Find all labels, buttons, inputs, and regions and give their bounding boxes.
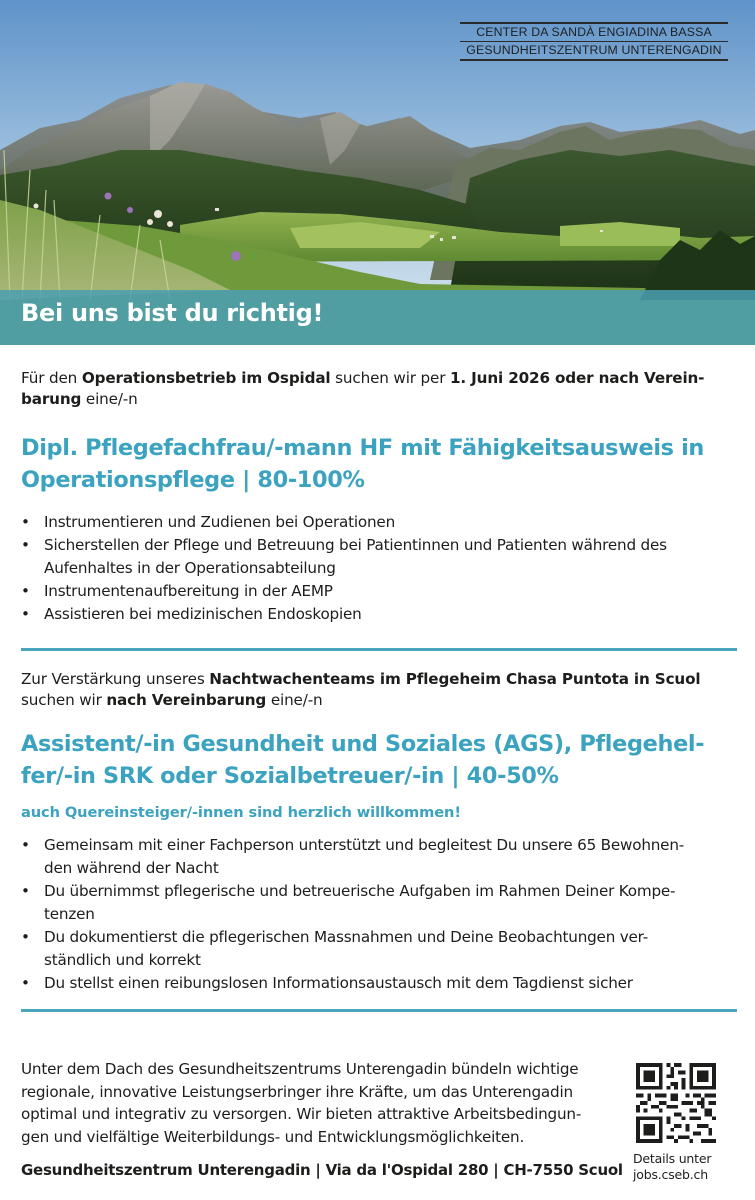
bullet-icon: •	[21, 536, 30, 554]
job-listings	[21, 368, 737, 1012]
job2-intro-text: Zur Verstärkung unseres	[21, 670, 210, 688]
bullet-icon: •	[21, 513, 30, 531]
footer-address: Gesundheitszentrum Unterengadin | Via da l'Ospidal 280 | CH-7550 Scuol	[21, 1161, 623, 1179]
job1-intro-start-date: barung	[21, 390, 82, 408]
job2-intro-team: Nachtwachenteams im Pflegeheim Chasa Puntota in Scuol	[209, 670, 701, 688]
section-divider	[21, 1009, 737, 1012]
headline-banner	[0, 290, 755, 345]
jobs-website-link[interactable]: jobs.cseb.ch	[633, 1167, 708, 1182]
list-item: • Instrumentenaufbereitung in der AEMP	[21, 580, 737, 603]
section-divider	[21, 648, 737, 651]
job1-task-list	[21, 511, 737, 626]
logo-divider-bottom	[460, 59, 728, 61]
list-item: • Du übernimmst pflegerische und betreuerische Aufgaben im Rahmen Deiner Kompe- tenzen	[21, 882, 676, 923]
job1-title-line: Operationspflege | 80-100%	[21, 467, 365, 493]
list-item: • Du dokumentierst die pflegerischen Massnahmen und Deine Beobachtungen ver- ständlich und korrekt	[21, 928, 649, 969]
job2-intro	[21, 669, 737, 711]
job2-title-line: Assistent/-in Gesundheit und Soziales (AGS), Pflegehel-	[21, 731, 705, 757]
bullet-icon: •	[21, 928, 30, 946]
job1-intro-text: eine/-n	[81, 390, 138, 408]
bullet-icon: •	[21, 605, 30, 623]
job2-task-list	[21, 834, 737, 995]
banner-title: Bei uns bist du richtig!	[21, 299, 324, 327]
list-item: • Du stellst einen reibungslosen Informationsaustausch mit dem Tagdienst sicher	[21, 972, 737, 995]
list-item: • Assistieren bei medizinischen Endoskopien	[21, 603, 737, 626]
list-item: • Gemeinsam mit einer Fachperson unterstützt und begleitest Du unsere 65 Bewohnen- den während der Nacht	[21, 836, 685, 877]
job1-intro-start-date: 1. Juni 2026 oder nach Verein-	[450, 369, 705, 387]
logo-text-german: GESUNDHEITSZENTRUM UNTERENGADIN	[466, 43, 722, 57]
bullet-icon: •	[21, 882, 30, 900]
description-line: gen und vielfältige Weiterbildungs- und Entwicklungsmöglichkeiten.	[21, 1127, 525, 1146]
job1-intro-text: Für den	[21, 369, 82, 387]
bullet-icon: •	[21, 974, 30, 992]
organization-description	[21, 1058, 621, 1148]
logo-text-romansh: CENTER DA SANDÀ ENGIADINA BASSA	[476, 24, 712, 39]
bullet-icon: •	[21, 836, 30, 854]
qr-caption-line: Details unter	[633, 1151, 712, 1166]
job2-intro-text: eine/-n	[266, 691, 323, 709]
job2-title	[21, 728, 737, 792]
list-item: • Sicherstellen der Pflege und Betreuung bei Patientinnen und Patienten während des Aufenhaltes in der Operationsabteilung	[21, 536, 667, 577]
job2-intro-start-date: nach Vereinbarung	[106, 691, 267, 709]
hero-image	[0, 0, 755, 345]
job1-title-line: Dipl. Pflegefachfrau/-mann HF mit Fähigkeitsausweis in	[21, 435, 704, 461]
organization-logo	[460, 22, 728, 61]
job1-intro-department: Operationsbetrieb im Ospidal	[81, 369, 331, 387]
job1-title	[21, 432, 737, 496]
job2-title-line: fer/-in SRK oder Sozialbetreuer/-in | 40-50%	[21, 763, 559, 789]
job2-intro-text: suchen wir	[21, 691, 107, 709]
list-item: • Instrumentieren und Zudienen bei Operationen	[21, 511, 737, 534]
career-changers-note: auch Quereinsteiger/-innen sind herzlich willkommen!	[21, 804, 461, 821]
description-line: Unter dem Dach des Gesundheitszentrums Unterengadin bündeln wichtige	[21, 1060, 579, 1078]
job1-intro-text: suchen wir per	[330, 369, 450, 387]
job1-intro	[21, 368, 737, 410]
description-line: optimal und integrativ zu versorgen. Wir bieten attraktive Arbeitsbedingun-	[21, 1105, 582, 1123]
bullet-icon: •	[21, 582, 30, 600]
qr-code-icon[interactable]	[636, 1063, 716, 1143]
description-line: regionale, innovative Leistungserbringer ihre Kräfte, um das Unterengadin	[21, 1082, 573, 1101]
qr-caption	[633, 1151, 723, 1183]
